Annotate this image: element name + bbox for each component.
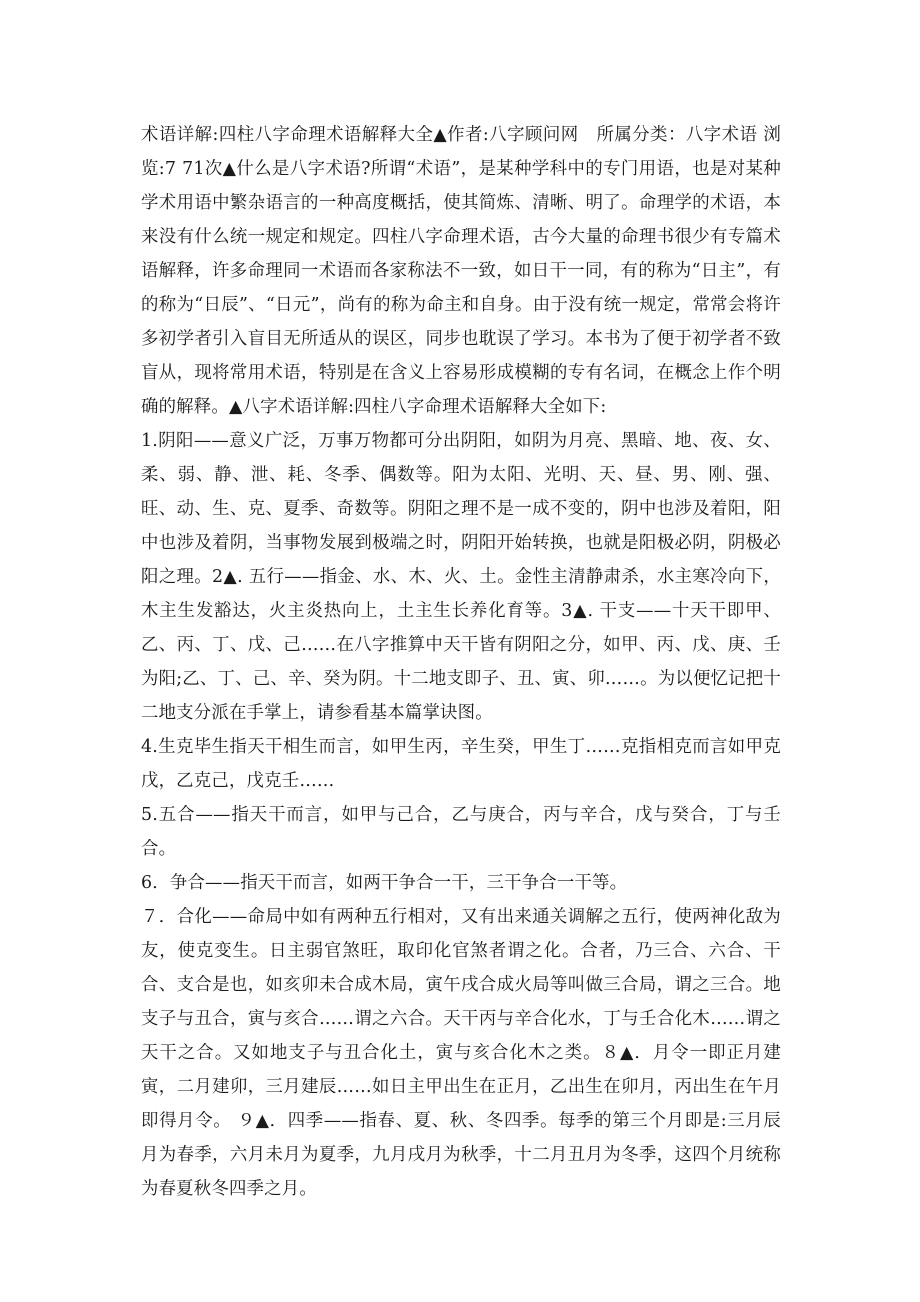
paragraph-wuhe: 5.五合——指天干而言，如甲与己合，乙与庚合，丙与辛合，戊与癸合，丁与壬合。 bbox=[141, 805, 781, 859]
paragraph-intro: 术语详解:四柱八字命理术语解释大全▲作者:八字顾问网 所属分类：八字术语 浏览:7 71次▲什么是八字术语?所谓“术语”，是某种学科中的专门用语，也是对某种学术用语中繁杂语言的一种高度概括，使其简炼、清晰、明了。命理学的术语，本来没有什么统一规定和规定。四柱八字命理术语，古今大量的命理书很少有专篇术语解释，许多命理同一术语而各家称法不一致，如日干一同，有的称为“日主”，有的称为“日辰”、“日元”，尚有的称为命主和自身。由于没有统一规定，常常会将许多初学者引入盲目无所适从的误区，同步也耽误了学习。本书为了便于初学者不致盲从，现将常用术语，特别是在含义上容易形成模糊的专有名词，在概念上作个明确的解释。▲八字术语详解:四柱八字命理术语解释大全如下: bbox=[141, 125, 781, 417]
document-body bbox=[141, 118, 781, 1206]
paragraph-yinyang-wuxing-ganzhi: 1.阴阳——意义广泛，万事万物都可分出阴阳，如阴为月亮、黑暗、地、夜、女、柔、弱、静、泄、耗、冬季、偶数等。阳为太阳、光明、天、昼、男、刚、强、旺、动、生、克、夏季、奇数等。阴阳之理不是一成不变的，阴中也涉及着阳，阳中也涉及着阴，当事物发展到极端之时，阴阳开始转换，也就是阳极必阴，阴极必阳之理。2▲. 五行——指金、水、木、火、土。金性主清静肃杀，水主寒冷向下，木主生发豁达，火主炎热向上，土主生长养化育等。3▲. 干支——十天干即甲、乙、丙、丁、戊、己……在八字推算中天干皆有阴阳之分，如甲、丙、戊、庚、壬为阳;乙、丁、己、辛、癸为阴。十二地支即子、丑、寅、卯……。为以便忆记把十二地支分派在手掌上，请参看基本篇掌诀图。 bbox=[141, 431, 781, 723]
paragraph-zhenghe: 6．争合——指天干而言，如两干争合一干，三干争合一干等。 bbox=[141, 873, 628, 893]
paragraph-shengke: 4.生克毕生指天干相生而言，如甲生丙，辛生癸，甲生丁……克指相克而言如甲克戊，乙克己，戊克壬…… bbox=[141, 737, 781, 791]
paragraph-hehua-yueling-siji: ７．合化——命局中如有两种五行相对，又有出来通关调解之五行，使两神化敌为友，使克变生。日主弱官煞旺，取印化官煞者谓之化。合者，乃三合、六合、干合、支合是也，如亥卯未合成木局，寅午戌合成火局等叫做三合局，谓之三合。地支子与丑合，寅与亥合……谓之六合。天干丙与辛合化水，丁与壬合化木……谓之天干之合。又如地支子与丑合化土，寅与亥合化木之类。８▲．月令一即正月建寅，二月建卯，三月建辰……如日主甲出生在正月，乙出生在卯月，丙出生在午月即得月令。 ９▲．四季——指春、夏、秋、冬四季。每季的第三个月即是:三月辰月为春季，六月未月为夏季，九月戌月为秋季，十二月丑月为冬季，这四个月统称为春夏秋冬四季之月。 bbox=[141, 907, 781, 1199]
